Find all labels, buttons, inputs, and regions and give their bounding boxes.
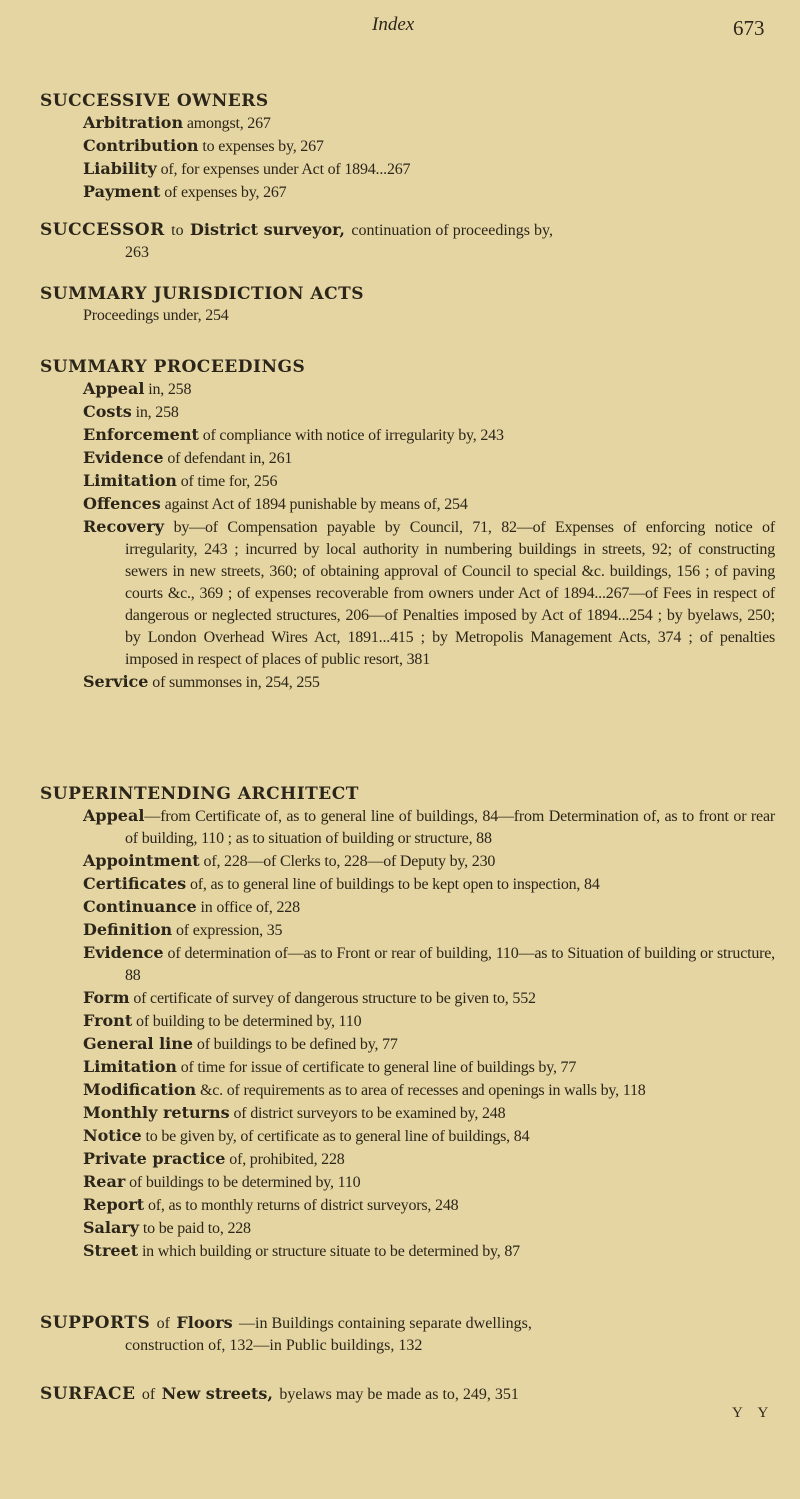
entry-term: Recovery bbox=[83, 517, 165, 536]
index-entry bbox=[83, 850, 775, 873]
index-section bbox=[40, 1383, 775, 1406]
heading-continuation: 263 bbox=[125, 244, 149, 261]
section-heading bbox=[40, 356, 775, 378]
entry-text: of summonses in, 254, 255 bbox=[152, 674, 320, 691]
entry-text: of time for issue of certificate to general line of buildings by, 77 bbox=[180, 1059, 577, 1076]
index-section bbox=[40, 783, 775, 1263]
running-header-title: Index bbox=[372, 14, 415, 35]
heading-keyword: Floors bbox=[176, 1313, 233, 1332]
index-entry bbox=[83, 470, 775, 493]
entry-term: Liability bbox=[83, 159, 157, 178]
heading-continuation: construction of, 132—in Public buildings, 132 bbox=[125, 1337, 423, 1354]
heading-term: SUMMARY JURISDICTION ACTS bbox=[40, 284, 365, 304]
entry-term: Appeal bbox=[83, 806, 145, 825]
entry-term: Definition bbox=[83, 920, 173, 939]
index-entry bbox=[83, 1171, 775, 1194]
index-entry bbox=[83, 424, 775, 447]
entry-text: of, as to general line of buildings to be kept open to inspection, 84 bbox=[189, 876, 600, 893]
index-entry bbox=[83, 1056, 775, 1079]
index-section bbox=[40, 283, 775, 327]
index-entry bbox=[83, 447, 775, 470]
index-entry bbox=[83, 493, 775, 516]
entry-text: in office of, 228 bbox=[200, 899, 300, 916]
heading-term: SUPERINTENDING ARCHITECT bbox=[40, 784, 359, 804]
page-number: 673 bbox=[733, 16, 765, 40]
section-heading bbox=[40, 783, 775, 805]
index-entry bbox=[83, 516, 775, 671]
entry-text: &c. of requirements as to area of recesses and openings in walls by, 118 bbox=[199, 1082, 646, 1099]
entry-term: Contribution bbox=[83, 136, 199, 155]
index-entry bbox=[83, 305, 775, 327]
heading-keyword: District surveyor, bbox=[190, 220, 345, 239]
section-heading bbox=[40, 90, 775, 112]
section-heading bbox=[40, 219, 775, 242]
entry-text: —from Certificate of, as to general line of buildings, 84—from Determination of, as to front or rear of building, 110 ; as to situation of building or structure, 88 bbox=[125, 808, 775, 847]
entry-term: Monthly returns bbox=[83, 1103, 230, 1122]
heading-text: continuation of proceedings by, bbox=[351, 222, 553, 239]
entry-text: of buildings to be determined by, 110 bbox=[129, 1174, 361, 1191]
heading-term: SURFACE bbox=[40, 1384, 136, 1404]
entry-term: Rear bbox=[83, 1172, 126, 1191]
entry-term: Arbitration bbox=[83, 113, 184, 132]
entry-term: Street bbox=[83, 1241, 139, 1260]
entry-text: of defendant in, 261 bbox=[167, 450, 293, 467]
index-entry bbox=[83, 1240, 775, 1263]
entry-text: of buildings to be defined by, 77 bbox=[196, 1036, 398, 1053]
entry-term: Offences bbox=[83, 494, 161, 513]
section-heading bbox=[40, 283, 775, 305]
section-heading bbox=[40, 1383, 775, 1406]
index-entry bbox=[83, 1079, 775, 1102]
entry-text: in, 258 bbox=[148, 381, 192, 398]
entry-text: of, as to monthly returns of district surveyors, 248 bbox=[147, 1197, 459, 1214]
index-entry bbox=[83, 873, 775, 896]
entry-text: of time for, 256 bbox=[180, 473, 278, 490]
entry-text: amongst, 267 bbox=[186, 115, 271, 132]
index-section bbox=[40, 1312, 775, 1357]
heading-term: SUMMARY PROCEEDINGS bbox=[40, 357, 306, 377]
entry-text: to be paid to, 228 bbox=[142, 1220, 251, 1237]
entry-term: Notice bbox=[83, 1126, 142, 1145]
heading-term: SUCCESSOR bbox=[40, 220, 165, 240]
index-entry bbox=[83, 671, 775, 694]
index-entry bbox=[83, 942, 775, 987]
entry-text: of determination of—as to Front or rear of building, 110—as to Situation of building or structure, 88 bbox=[125, 945, 775, 984]
index-entry bbox=[83, 135, 775, 158]
heading-keyword: New streets, bbox=[161, 1384, 273, 1403]
index-entry bbox=[83, 987, 775, 1010]
heading-text: —in Buildings containing separate dwellings, bbox=[239, 1315, 532, 1332]
index-entry bbox=[83, 1217, 775, 1240]
entry-text: to expenses by, 267 bbox=[202, 138, 324, 155]
index-entry bbox=[83, 1033, 775, 1056]
entry-text: of district surveyors to be examined by, 248 bbox=[233, 1105, 506, 1122]
heading-preposition: of bbox=[156, 1315, 170, 1332]
entry-term: Report bbox=[83, 1195, 145, 1214]
entry-text: of compliance with notice of irregularity by, 243 bbox=[202, 427, 504, 444]
entry-text: in, 258 bbox=[135, 404, 179, 421]
signature-mark: Y Y bbox=[732, 1405, 775, 1421]
entry-term: Appeal bbox=[83, 379, 145, 398]
entry-text: of certificate of survey of dangerous structure to be given to, 552 bbox=[133, 990, 536, 1007]
entry-text: to be given by, of certificate as to general line of buildings, 84 bbox=[145, 1128, 530, 1145]
index-entry bbox=[83, 1010, 775, 1033]
heading-text: byelaws may be made as to, 249, 351 bbox=[279, 1386, 519, 1403]
entry-term: Continuance bbox=[83, 897, 197, 916]
index-entry bbox=[83, 1125, 775, 1148]
entry-text: Proceedings under, 254 bbox=[83, 307, 229, 324]
entry-text: of expenses by, 267 bbox=[164, 184, 287, 201]
entry-term: Limitation bbox=[83, 471, 177, 490]
index-entry bbox=[83, 181, 775, 204]
entry-text: of expression, 35 bbox=[175, 922, 283, 939]
entry-term: Form bbox=[83, 988, 130, 1007]
index-entry bbox=[83, 112, 775, 135]
entry-text: of, prohibited, 228 bbox=[229, 1151, 345, 1168]
entry-text: of, 228—of Clerks to, 228—of Deputy by, 230 bbox=[203, 853, 496, 870]
index-section bbox=[40, 90, 775, 204]
entry-term: Enforcement bbox=[83, 425, 199, 444]
entry-text: of building to be determined by, 110 bbox=[136, 1013, 362, 1030]
entry-term: Evidence bbox=[83, 448, 164, 467]
heading-preposition: to bbox=[171, 222, 184, 239]
index-entry bbox=[83, 378, 775, 401]
index-entry bbox=[83, 919, 775, 942]
index-entry bbox=[83, 1148, 775, 1171]
entry-term: Payment bbox=[83, 182, 161, 201]
index-section bbox=[40, 356, 775, 694]
heading-term: SUPPORTS bbox=[40, 1313, 151, 1333]
entry-text: in which building or structure situate to be determined by, 87 bbox=[141, 1243, 520, 1260]
entry-term: Salary bbox=[83, 1218, 140, 1237]
entry-term: Certificates bbox=[83, 874, 187, 893]
entry-term: Limitation bbox=[83, 1057, 177, 1076]
entry-text: against Act of 1894 punishable by means of, 254 bbox=[164, 496, 468, 513]
index-entry bbox=[83, 805, 775, 850]
entry-term: Evidence bbox=[83, 943, 164, 962]
entry-term: Front bbox=[83, 1011, 133, 1030]
index-entry bbox=[83, 1194, 775, 1217]
index-section bbox=[40, 219, 775, 264]
entry-term: Service bbox=[83, 672, 149, 691]
index-entry bbox=[83, 896, 775, 919]
heading-preposition: of bbox=[141, 1386, 156, 1403]
entry-term: Appointment bbox=[83, 851, 200, 870]
entry-text: by—of Compensation payable by Council, 71, 82—of Expenses of enforcing notice of irregularity, 243 ; incurred by local authority in numbering buildings in streets, 92; of constructing sewers in new streets, 360; of obtaining approval of Council to special &c. buildings, 156 ; of paving courts &c., 369 ; of expenses recoverable from owners under Act of 1894...267—of Fees in respect of dangerous or neglected structures, 206—of Penalties imposed by Act of 1894...254 ; by byelaws, 250; by London Overhead Wires Act, 1891...415 ; by Metropolis Management Acts, 374 ; of penalties imposed in respect of places of public resort, 381 bbox=[125, 519, 775, 668]
index-entry bbox=[83, 401, 775, 424]
entry-term: Private practice bbox=[83, 1149, 226, 1168]
section-heading bbox=[40, 1312, 775, 1335]
entry-term: General line bbox=[83, 1034, 194, 1053]
index-entry bbox=[83, 158, 775, 181]
index-entry bbox=[83, 1102, 775, 1125]
entry-text: of, for expenses under Act of 1894...267 bbox=[160, 161, 411, 178]
heading-term: SUCCESSIVE OWNERS bbox=[40, 91, 269, 111]
entry-term: Costs bbox=[83, 402, 132, 421]
entry-term: Modification bbox=[83, 1080, 197, 1099]
